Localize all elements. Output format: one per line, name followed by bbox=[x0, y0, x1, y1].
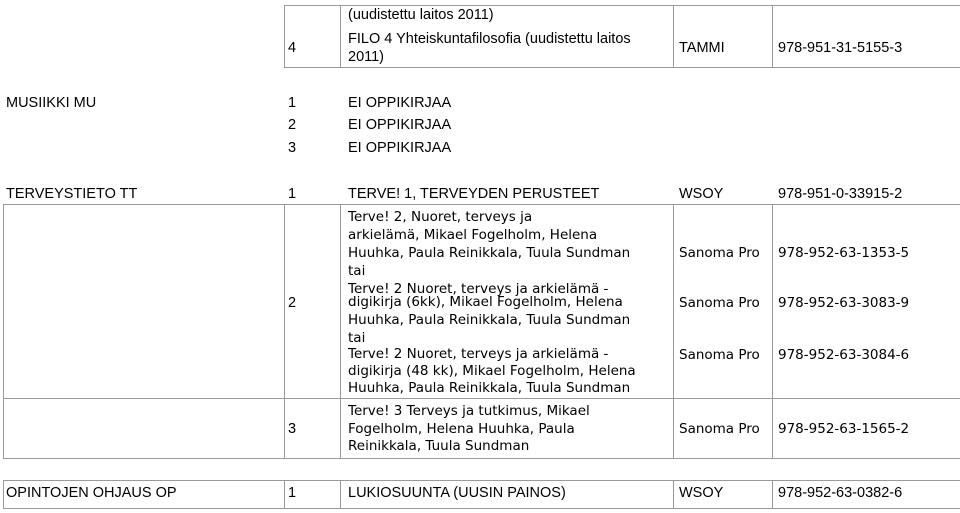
table-cell-title: tai bbox=[348, 263, 366, 279]
table-cell-title: Huuhka, Paula Reinikkala, Tuula Sundman bbox=[348, 245, 631, 261]
table-border bbox=[284, 204, 285, 458]
table-border bbox=[3, 480, 4, 508]
table-cell-title: Terve! 3 Terveys ja tutkimus, Mikael bbox=[348, 403, 590, 419]
table-border bbox=[3, 398, 960, 399]
table-cell-isbn: 978-952-63-0382-6 bbox=[778, 485, 903, 501]
table-border bbox=[772, 480, 773, 508]
table-cell-title: Fogelholm, Helena Huuhka, Paula bbox=[348, 421, 575, 437]
table-cell-publisher: Sanoma Pro bbox=[679, 245, 760, 261]
table-border bbox=[3, 508, 960, 509]
table-cell-number: 1 bbox=[288, 485, 297, 501]
table-border bbox=[284, 67, 960, 68]
table-cell-isbn: 978-952-63-3084-6 bbox=[778, 347, 910, 363]
table-cell-title: LUKIOSUUNTA (UUSIN PAINOS) bbox=[348, 485, 566, 501]
table-border bbox=[673, 480, 674, 508]
table-border bbox=[673, 5, 674, 67]
table-cell-title: tai bbox=[348, 330, 366, 346]
table-cell-title: Terve! 2 Nuoret, terveys ja arkielämä - bbox=[348, 281, 609, 297]
table-cell-title: Terve! 2 Nuoret, terveys ja arkielämä - bbox=[348, 346, 609, 362]
table-cell-title: digikirja (6kk), Mikael Fogelholm, Helena bbox=[348, 294, 623, 310]
table-border bbox=[3, 480, 960, 481]
table-cell-number: 1 bbox=[288, 186, 297, 202]
table-border bbox=[284, 5, 285, 67]
table-cell-isbn: 978-952-63-1565-2 bbox=[778, 421, 910, 437]
table-border bbox=[340, 480, 341, 508]
table-cell-publisher: Sanoma Pro bbox=[679, 347, 760, 363]
table-cell-title: 2011) bbox=[348, 49, 385, 65]
table-cell-title: TERVE! 1, TERVEYDEN PERUSTEET bbox=[348, 186, 600, 202]
table-cell-title: Huuhka, Paula Reinikkala, Tuula Sundman bbox=[348, 312, 631, 328]
table-cell-title: EI OPPIKIRJAA bbox=[348, 140, 452, 156]
table-cell-number: 1 bbox=[288, 95, 297, 111]
table-cell-number: 3 bbox=[288, 421, 297, 437]
table-border bbox=[340, 5, 341, 67]
table-border bbox=[772, 5, 773, 67]
table-cell-publisher: Sanoma Pro bbox=[679, 295, 760, 311]
table-border bbox=[3, 204, 4, 458]
table-cell-publisher: WSOY bbox=[679, 485, 724, 501]
table-border bbox=[340, 204, 341, 458]
table-cell-subject: TERVEYSTIETO TT bbox=[6, 186, 138, 202]
table-cell-publisher: Sanoma Pro bbox=[679, 421, 760, 437]
table-cell-publisher: WSOY bbox=[679, 186, 724, 202]
table-cell-title: FILO 4 Yhteiskuntafilosofia (uudistettu laitos bbox=[348, 31, 631, 47]
table-cell-publisher: TAMMI bbox=[679, 40, 725, 56]
table-cell-number: 4 bbox=[288, 40, 297, 56]
table-cell-title: Terve! 2, Nuoret, terveys ja bbox=[348, 209, 533, 225]
table-cell-title: Huuhka, Paula Reinikkala, Tuula Sundman bbox=[348, 380, 631, 396]
table-cell-isbn: 978-951-31-5155-3 bbox=[778, 40, 903, 56]
table-cell-isbn: 978-952-63-1353-5 bbox=[778, 245, 910, 261]
table-cell-subject: MUSIIKKI MU bbox=[6, 95, 97, 111]
table-cell-subject: OPINTOJEN OHJAUS OP bbox=[6, 485, 177, 501]
table-border bbox=[3, 458, 960, 459]
table-cell-title: EI OPPIKIRJAA bbox=[348, 117, 452, 133]
table-cell-number: 2 bbox=[288, 117, 297, 133]
table-border bbox=[772, 204, 773, 458]
table-border bbox=[3, 204, 960, 205]
table-border bbox=[284, 480, 285, 508]
table-border bbox=[673, 204, 674, 458]
table-cell-title: Reinikkala, Tuula Sundman bbox=[348, 438, 530, 454]
table-cell-title: EI OPPIKIRJAA bbox=[348, 95, 452, 111]
table-cell-isbn: 978-952-63-3083-9 bbox=[778, 295, 910, 311]
table-cell-title: digikirja (48 kk), Mikael Fogelholm, Helena bbox=[348, 363, 636, 379]
table-cell-title: arkielämä, Mikael Fogelholm, Helena bbox=[348, 227, 598, 243]
table-cell-number: 3 bbox=[288, 140, 297, 156]
table-cell-isbn: 978-951-0-33915-2 bbox=[778, 186, 903, 202]
table-cell-title: (uudistettu laitos 2011) bbox=[348, 7, 494, 23]
table-cell-number: 2 bbox=[288, 295, 297, 311]
